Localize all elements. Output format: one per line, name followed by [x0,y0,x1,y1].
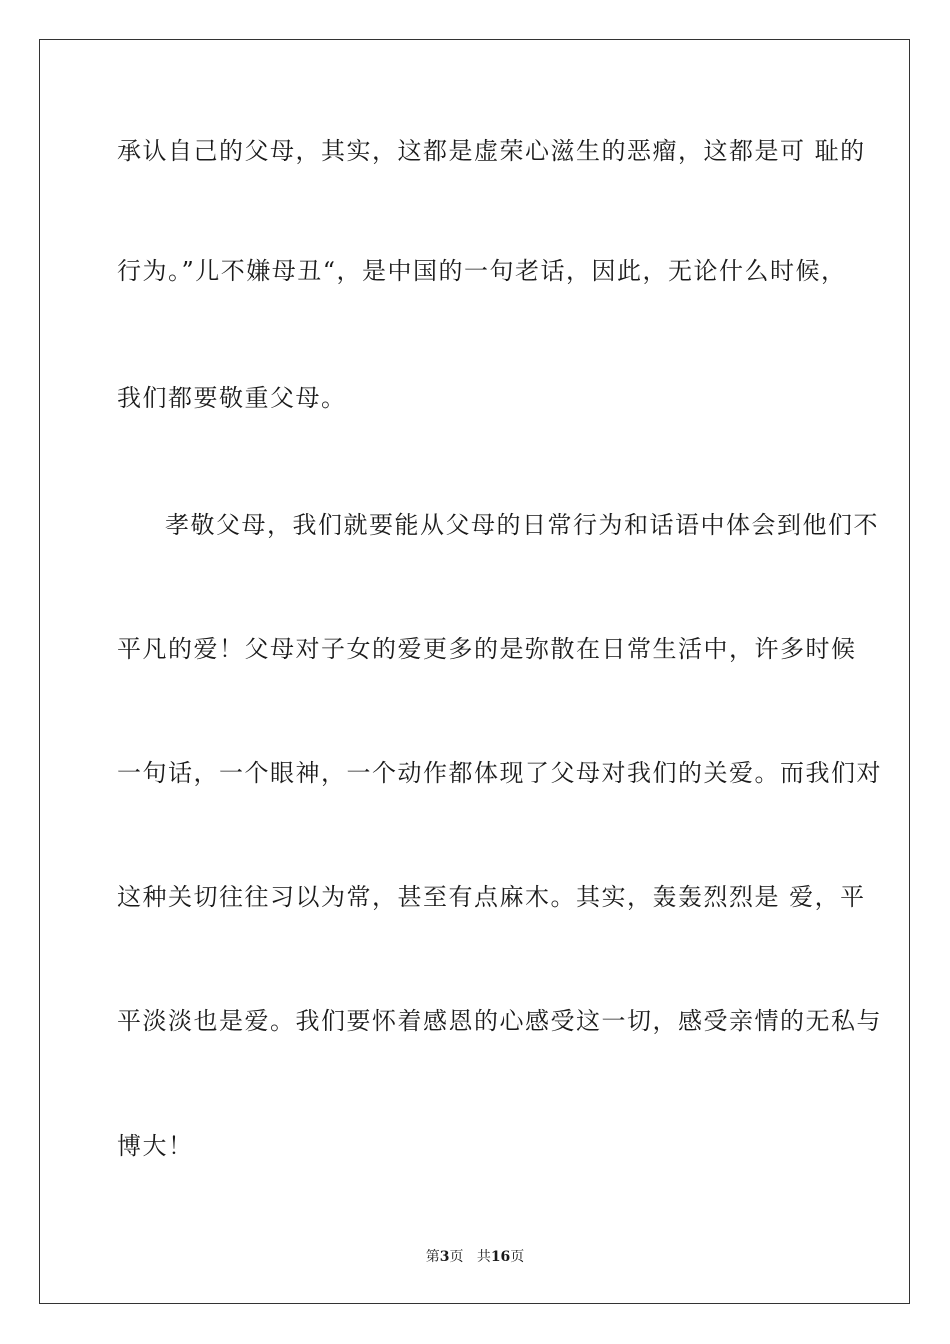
footer-page-suffix: 页 [449,1249,464,1265]
footer-page-prefix: 第 [425,1249,440,1265]
paragraph-line-3: 我们都要敬重父母。 [117,384,347,412]
paragraph-line-2: 行为。”儿不嫌母丑“，是中国的一句老话，因此，无论什么时候， [117,257,847,285]
paragraph-line-1: 承认自己的父母，其实，这都是虚荣心滋生的恶瘤，这都是可 耻的 [117,137,866,165]
paragraph-line-4: 孝敬父母，我们就要能从父母的日常行为和话语中体会到他们不 [165,511,879,539]
page-border [39,39,910,1304]
paragraph-line-7: 这种关切往往习以为常，甚至有点麻木。其实，轰轰烈烈是 爱，平 [117,883,866,911]
footer-total-suffix: 页 [510,1249,525,1265]
page-footer [0,1248,950,1266]
paragraph-line-6: 一句话，一个眼神，一个动作都体现了父母对我们的关爱。而我们对 [117,759,882,787]
footer-page-number: 3 [439,1249,450,1265]
paragraph-line-5: 平凡的爱！父母对子女的爱更多的是弥散在日常生活中，许多时候 [117,635,857,663]
paragraph-line-8: 平淡淡也是爱。我们要怀着感恩的心感受这一切，感受亲情的无私与 [117,1007,882,1035]
paragraph-line-9: 博大！ [117,1132,194,1160]
footer-total-pages: 16 [490,1249,511,1265]
footer-total-prefix: 共 [476,1249,491,1265]
